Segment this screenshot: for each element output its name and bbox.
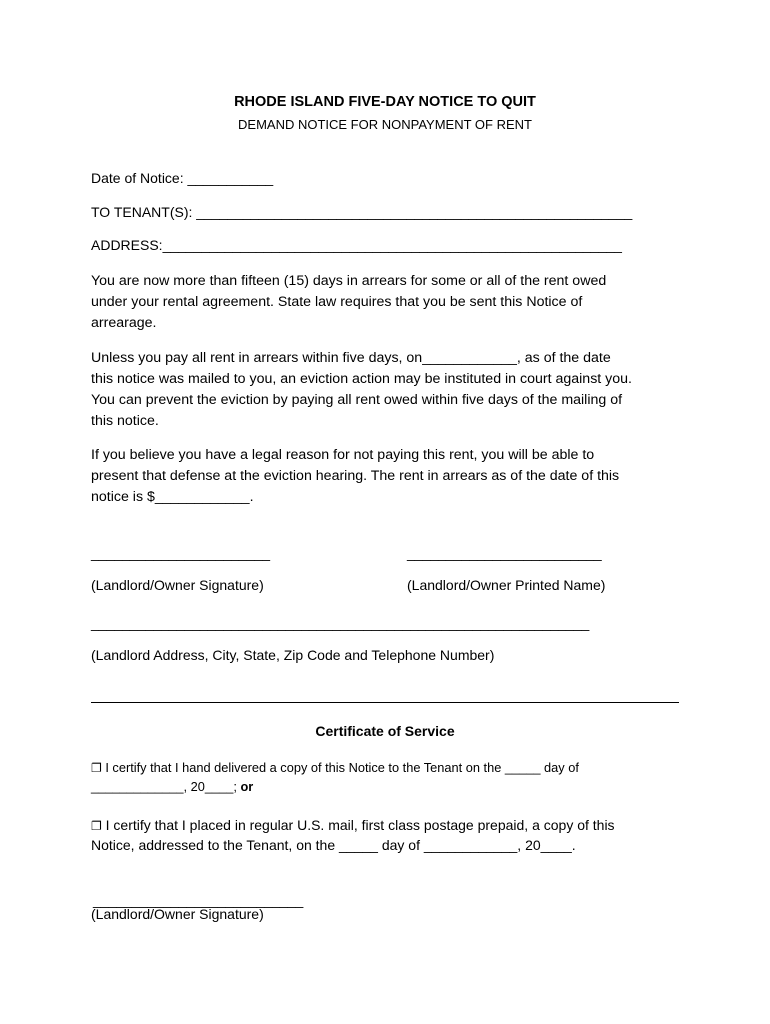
address-field: ADDRESS:___________________________________________________________ [91,237,622,253]
landlord-address-line: ________________________________________________________________ [91,615,590,631]
paragraph-line: Unless you pay all rent in arrears within five days, on____________, as of the date [91,350,611,366]
final-signature-line: ___________________________ [93,892,304,908]
signature-line-left: _______________________ [91,545,271,561]
certify-text: I certify that I placed in regular U.S. mail, first class postage prepaid, a copy of this [101,817,615,833]
certify-hand-delivered-line-2 [91,779,253,794]
date-of-notice-field: Date of Notice: ___________ [91,170,274,186]
checkbox-icon[interactable]: ❐ [91,819,102,833]
paragraph-eviction [91,348,681,432]
to-tenants-field: TO TENANT(S): ________________________________________________________ [91,204,633,220]
checkbox-icon[interactable]: ❐ [91,761,102,775]
paragraph-line: notice is $____________. [91,489,254,505]
or-label: or [236,779,254,794]
paragraph-arrears [91,271,681,334]
paragraph-line: under your rental agreement. State law requires that you be sent this Notice of [91,294,583,310]
landlord-address-label: (Landlord Address, City, State, Zip Code and Telephone Number) [91,647,495,663]
signature-line-right: _________________________ [407,545,602,561]
paragraph-defense [91,445,681,508]
section-divider [91,702,679,703]
document-subtitle: DEMAND NOTICE FOR NONPAYMENT OF RENT [238,117,532,132]
paragraph-line: this notice was mailed to you, an eviction action may be instituted in court against you. [91,371,632,387]
certify-mail-line-1 [91,817,615,833]
certify-text: _____________, 20____; [91,779,237,794]
certify-text: I certify that I hand delivered a copy of this Notice to the Tenant on the _____ day of [101,760,579,775]
document-title: RHODE ISLAND FIVE-DAY NOTICE TO QUIT [234,94,536,110]
paragraph-line: You can prevent the eviction by paying all rent owed within five days of the mailing of [91,392,623,408]
paragraph-line: arrearage. [91,315,157,331]
paragraph-line: If you believe you have a legal reason for not paying this rent, you will be able to [91,447,595,463]
paragraph-line: You are now more than fifteen (15) days in arrears for some or all of the rent owed [91,273,607,289]
landlord-printed-name-label: (Landlord/Owner Printed Name) [407,577,606,593]
landlord-signature-label: (Landlord/Owner Signature) [91,577,264,593]
final-signature-label: (Landlord/Owner Signature) [91,906,264,922]
certify-mail-line-2: Notice, addressed to the Tenant, on the _____ day of ____________, 20____. [91,837,576,853]
certificate-heading: Certificate of Service [315,723,455,739]
paragraph-line: this notice. [91,413,159,429]
certify-hand-delivered-line-1 [91,760,579,775]
paragraph-line: present that defense at the eviction hearing. The rent in arrears as of the date of this [91,468,620,484]
